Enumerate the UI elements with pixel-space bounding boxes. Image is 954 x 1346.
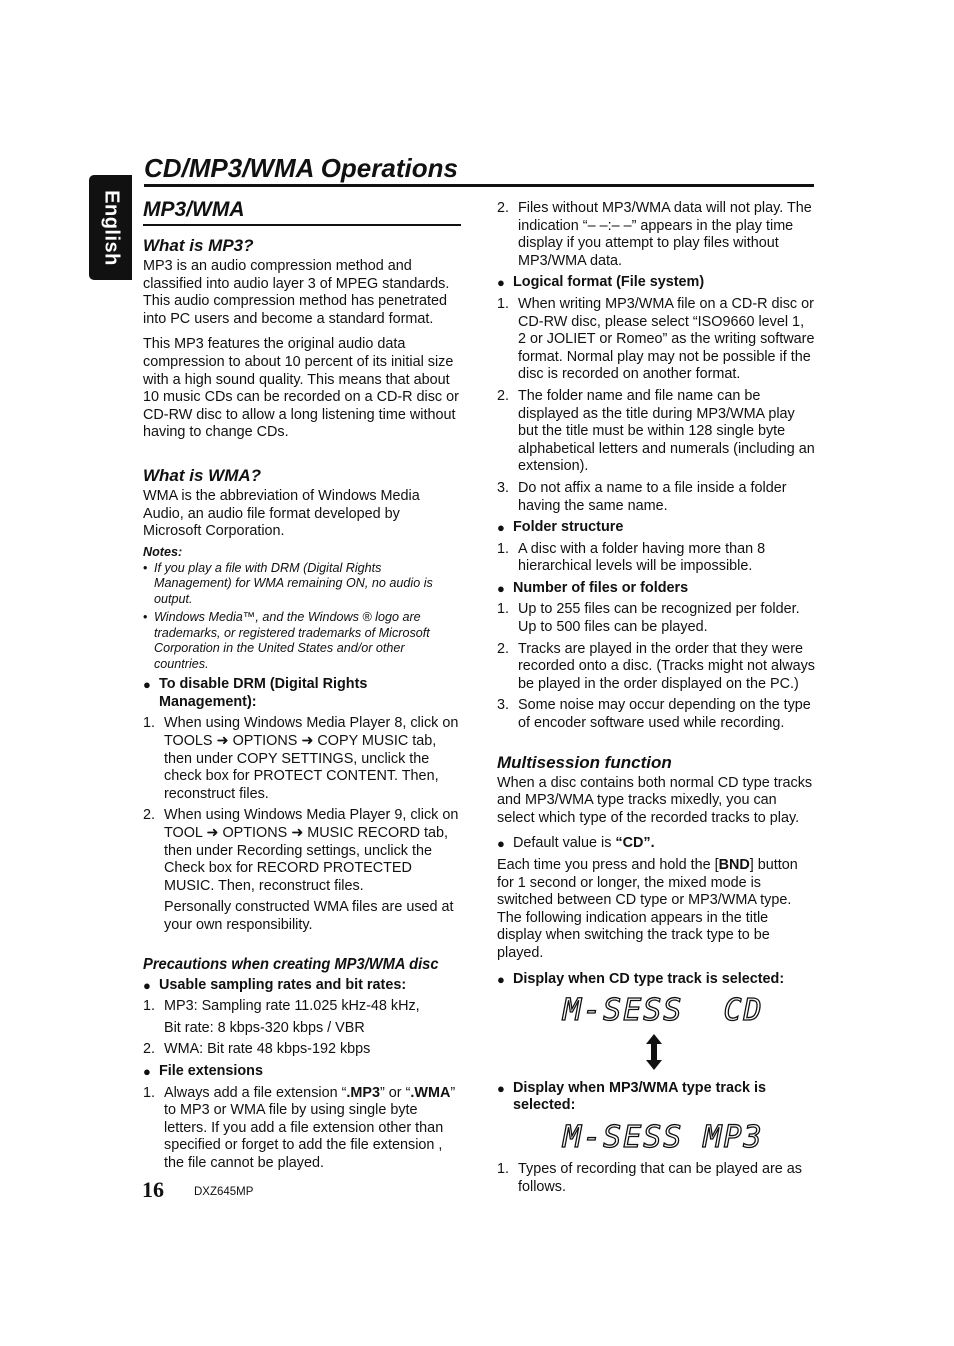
double-arrow-icon — [644, 1034, 664, 1070]
mp3-display-heading: ● Display when MP3/WMA type track is selected: — [497, 1080, 815, 1115]
right-column — [497, 200, 815, 1200]
mp3-paragraph-2: This MP3 features the original audio data compression to about 10 percent of its initial size with a high sound quality. This means that about 10 music CDs can be recorded on a CD-R disc or CD-RW disc to allow a long listening time without having to change CDs. — [143, 336, 459, 441]
heading-multisession: Multisession function — [497, 752, 672, 772]
heading-what-is-wma: What is WMA? — [143, 465, 262, 485]
lcd-display-mp3: M-SESS MP3 — [563, 1119, 764, 1155]
language-tab — [89, 175, 132, 280]
rate-item: 1. MP3: Sampling rate 11.025 kHz-48 kHz, Bit rate: 8 kbps-320 kbps / VBR — [143, 998, 420, 1036]
folder-structure-heading: ● Folder structure — [497, 519, 815, 537]
drm-heading: ● To disable DRM (Digital Rights Management): — [143, 676, 461, 711]
drm-responsibility-note: Personally constructed WMA files are used at your own responsibility. — [164, 899, 454, 933]
logical-item: 2. The folder name and file name can be displayed as the title during MP3/WMA play but the title must be within 128 single byte alphabetical letters and numerals (including an extension). — [497, 387, 815, 475]
heading-what-is-mp3: What is MP3? — [143, 236, 254, 255]
number-item: 2. Tracks are played in the order that they were recorded onto a disc. (Tracks might not always be played in the order displayed on the PC.) — [497, 640, 815, 692]
multisession-paragraph: When a disc contains both normal CD type tracks and MP3/WMA type tracks mixedly, you can select which type of the recorded tracks to play. — [497, 774, 813, 826]
logical-format-heading: ● Logical format (File system) — [497, 274, 815, 292]
heading-precautions: Precautions when creating MP3/WMA disc — [143, 955, 439, 973]
lcd-display-cd: M-SESS CD — [563, 993, 764, 1029]
note-item: • Windows Media™, and the Windows ® logo are trademarks, or registered trademarks of Microsoft Corporation in the United States and/or other countries. — [143, 610, 461, 672]
types-item: 1. Types of recording that can be played are as follows. — [497, 1160, 802, 1195]
page-title: CD/MP3/WMA Operations — [144, 153, 458, 183]
wma-paragraph: WMA is the abbreviation of Windows Media Audio, an audio file format developed by Microsoft Corporation. — [143, 487, 420, 540]
language-tab-label: English — [100, 189, 122, 266]
bnd-paragraph: Each time you press and hold the [BND] button for 1 second or longer, the mixed mode is switched between CD type or MP3/WMA type. The following indication appears in the title display when switching the track type to be played. — [497, 857, 798, 961]
note-item: • If you play a file with DRM (Digital Rights Management) for WMA remaining ON, no audio is output. — [143, 561, 461, 608]
mp3-paragraph-1: MP3 is an audio compression method and classified into audio layer 3 of MPEG standards. This audio compression method has penetrated into PC users and become a standard format. — [143, 258, 450, 327]
left-column — [143, 198, 461, 1176]
number-item: 1. Up to 255 files can be recognized per folder. Up to 500 files can be played. — [497, 601, 800, 636]
extension-item: 1. Always add a file extension “.MP3” or “.WMA” to MP3 or WMA file by using single byte letters. If you add a file extension other than specified or forget to add the file extension , the file cannot be played. — [143, 1084, 456, 1171]
section-title: MP3/WMA — [143, 198, 461, 226]
drm-step: 1. When using Windows Media Player 8, click on TOOLS ➜ OPTIONS ➜ COPY MUSIC tab, then under COPY SETTINGS, unclick the check box for PROTECT CONTENT. Then, reconstruct files. — [143, 715, 459, 802]
notes-heading: Notes: — [143, 544, 183, 559]
extensions-heading: ● File extensions — [143, 1063, 461, 1081]
rate-item: 2. WMA: Bit rate 48 kbps-192 kbps — [143, 1041, 371, 1058]
title-rule — [144, 184, 814, 187]
number-files-heading: ● Number of files or folders — [497, 580, 815, 598]
drm-step: 2. When using Windows Media Player 9, click on TOOL ➜ OPTIONS ➜ MUSIC RECORD tab, then under Recording settings, unclick the Check box for RECORD PROTECTED MUSIC. Then, reconstruct files. Personally constructed WMA files are used at your own responsibility. — [143, 807, 461, 934]
model-number: DXZ645MP — [194, 1186, 254, 1198]
cd-display-heading: ● Display when CD type track is selected: — [497, 971, 815, 989]
default-value: ● Default value is “CD”. — [497, 835, 815, 853]
extension-item: 2. Files without MP3/WMA data will not play. The indication “– –:– –” appears in the play time display if you attempt to play files without MP3/WMA data. — [497, 200, 812, 269]
number-item: 3. Some noise may occur depending on the type of encoder software used while recording. — [497, 697, 811, 732]
page-number: 16 — [142, 1177, 164, 1202]
logical-item: 1. When writing MP3/WMA file on a CD-R disc or CD-RW disc, please select “ISO9660 level 1, 2 or JOLIET or Romeo” as the writing software format. Normal play may not be possible if the disc is recorded on another format. — [497, 295, 815, 383]
logical-item: 3. Do not affix a name to a file inside a folder having the same name. — [497, 479, 787, 514]
rates-heading: ● Usable sampling rates and bit rates: — [143, 977, 461, 995]
folder-item: 1. A disc with a folder having more than 8 hierarchical levels will be impossible. — [497, 540, 766, 575]
